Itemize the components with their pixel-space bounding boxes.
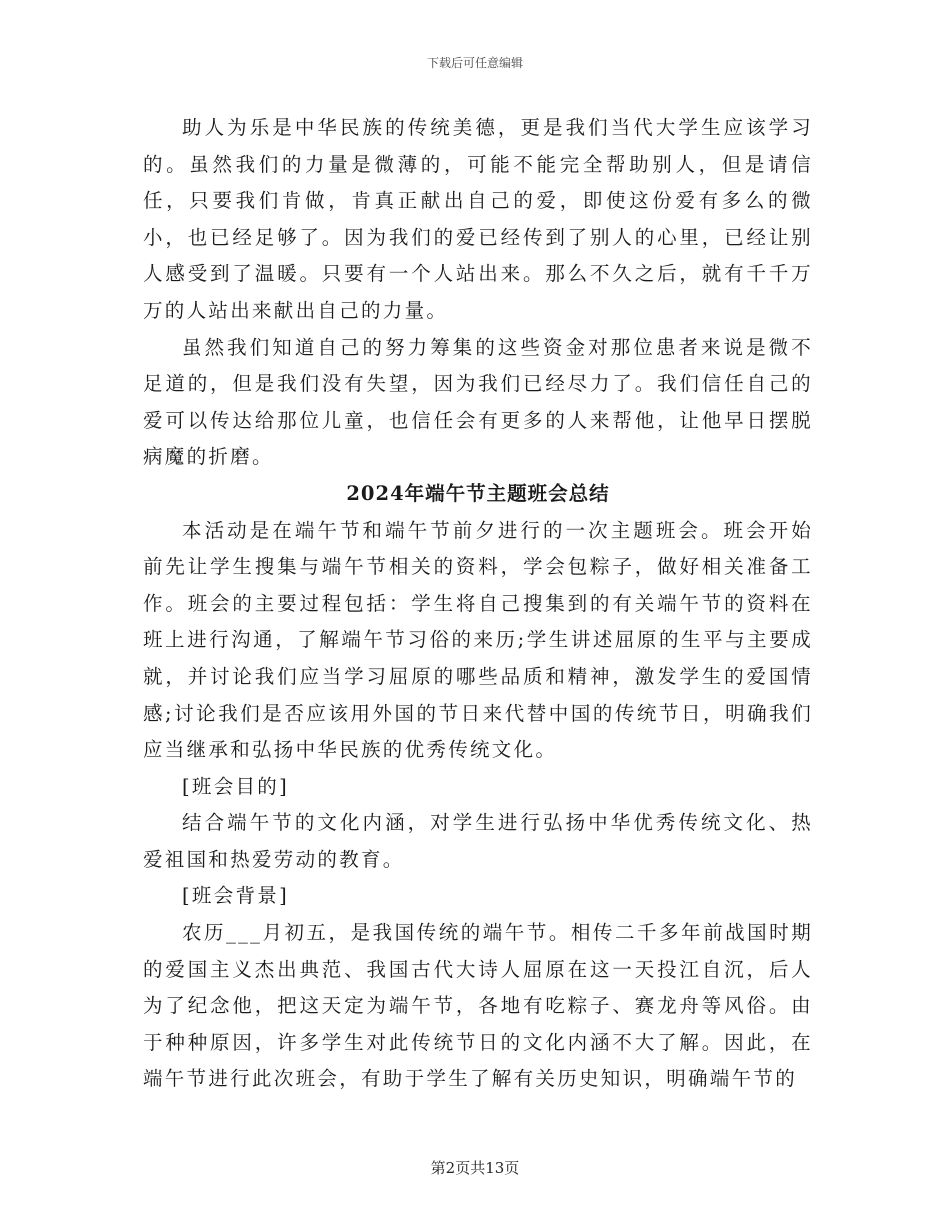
- heading-class-background: [班会背景]: [182, 884, 290, 908]
- heading-class-purpose: [班会目的]: [182, 774, 290, 798]
- page-number: 第2页共13页: [430, 1159, 520, 1177]
- page-header: 下载后可任意编辑: [426, 56, 523, 70]
- paragraph-activity-intro: 本活动是在端午节和端午节前夕进行的一次主题班会。班会开始前先让学生搜集与端午节相关的资料，学会包粽子，做好相关准备工作。班会的主要过程包括：学生将自己搜集到的有关端午节的资料在班上进行沟通，了解端午节习俗的来历;学生讲述屈原的生平与主要成就，并讨论我们应当学习屈原的哪些品质和精神，激发学生的爱国情感;讨论我们是否应该用外国的节日来代替中国的传统节日，明确我们应当继承和弘扬中华民族的优秀传统文化。: [143, 518, 813, 762]
- paragraph-class-purpose: 结合端午节的文化内涵，对学生进行弘扬中华优秀传统文化、热爱祖国和热爱劳动的教育。: [143, 811, 813, 871]
- document-body: [143, 110, 813, 1098]
- paragraph-helping-others: 助人为乐是中华民族的传统美德，更是我们当代大学生应该学习的。虽然我们的力量是微薄的，可能不能完全帮助别人，但是请信任，只要我们肯做，肯真正献出自己的爱，即使这份爱有多么的微小，也已经足够了。因为我们的爱已经传到了别人的心里，已经让别人感受到了温暖。只要有一个人站出来。那么不久之后，就有千千万万的人站出来献出自己的力量。: [143, 116, 813, 322]
- paragraph-class-background: 农历___月初五，是我国传统的端午节。相传二千多年前战国时期的爱国主义杰出典范、我国古代大诗人屈原在这一天投江自沉，后人为了纪念他，把这天定为端午节，各地有吃粽子、赛龙舟等风俗。由于种种原因，许多学生对此传统节日的文化内涵不大了解。因此，在端午节进行此次班会，有助于学生了解有关历史知识，明确端午节的: [143, 921, 813, 1091]
- paragraph-fundraising: 虽然我们知道自己的努力筹集的这些资金对那位患者来说是微不足道的，但是我们没有失望，因为我们已经尽力了。我们信任自己的爱可以传达给那位儿童，也信任会有更多的人来帮他，让他早日摆脱病魔的折磨。: [143, 335, 813, 469]
- section-title: 2024年端午节主题班会总结: [346, 481, 610, 505]
